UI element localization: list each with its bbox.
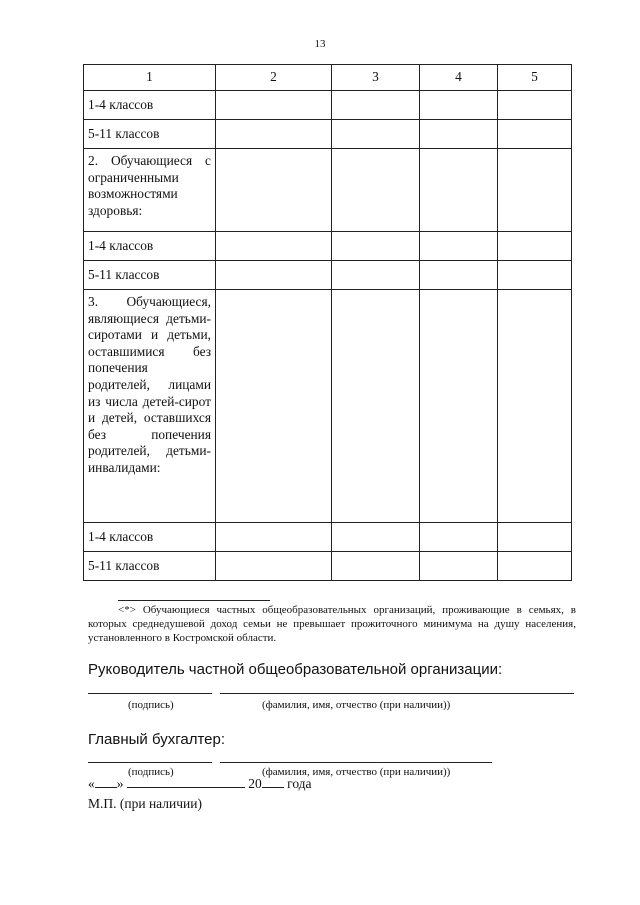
- date-line: [88, 775, 312, 792]
- row-label: 5-11 классов: [84, 261, 216, 290]
- stamp-label: М.П. (при наличии): [88, 796, 202, 811]
- year-prefix: 20: [248, 776, 262, 791]
- row-label: 5-11 классов: [84, 552, 216, 581]
- accountant-name-line[interactable]: [220, 762, 492, 763]
- report-table: [83, 64, 572, 581]
- table-cell[interactable]: [216, 290, 332, 523]
- table-cell[interactable]: [216, 261, 332, 290]
- head-label: Руководитель частной общеобразовательной организации:: [88, 661, 503, 678]
- table-row: [84, 290, 572, 523]
- table-row: [84, 232, 572, 261]
- table-row: [84, 261, 572, 290]
- table-cell[interactable]: [332, 523, 420, 552]
- table-header-row: [84, 65, 572, 91]
- table-cell[interactable]: [420, 552, 498, 581]
- table-cell[interactable]: [420, 232, 498, 261]
- accountant-name-caption: (фамилия, имя, отчество (при наличии)): [262, 766, 451, 778]
- table-cell[interactable]: [498, 120, 572, 149]
- head-signature-line[interactable]: [88, 693, 212, 694]
- table-row: [84, 523, 572, 552]
- page-number: 13: [314, 38, 326, 50]
- accountant-signature-line[interactable]: [88, 762, 212, 763]
- table-cell[interactable]: [332, 120, 420, 149]
- month-blank[interactable]: [127, 775, 245, 788]
- table-cell[interactable]: [216, 523, 332, 552]
- table-cell[interactable]: [216, 91, 332, 120]
- accountant-label: Главный бухгалтер:: [88, 731, 226, 748]
- table-cell[interactable]: [332, 552, 420, 581]
- row-label: 2. Обучающиеся с ограниченными возможностями здоровья:: [84, 149, 216, 232]
- table-cell[interactable]: [498, 232, 572, 261]
- row-label: 1-4 классов: [84, 523, 216, 552]
- column-header: 4: [420, 65, 498, 91]
- table-cell[interactable]: [420, 149, 498, 232]
- column-header: 5: [498, 65, 572, 91]
- head-name-line[interactable]: [220, 693, 574, 694]
- row-label: 5-11 классов: [84, 120, 216, 149]
- table-row: [84, 149, 572, 232]
- table-cell[interactable]: [332, 290, 420, 523]
- table-cell[interactable]: [332, 261, 420, 290]
- day-blank[interactable]: [95, 775, 117, 788]
- table-cell[interactable]: [420, 91, 498, 120]
- column-header: 2: [216, 65, 332, 91]
- table-cell[interactable]: [498, 290, 572, 523]
- table-cell[interactable]: [216, 552, 332, 581]
- table-cell[interactable]: [420, 120, 498, 149]
- table-cell[interactable]: [420, 290, 498, 523]
- close-quote: »: [116, 776, 124, 791]
- table-cell[interactable]: [332, 232, 420, 261]
- table-cell[interactable]: [216, 232, 332, 261]
- column-header: 1: [84, 65, 216, 91]
- head-name-caption: (фамилия, имя, отчество (при наличии)): [262, 699, 451, 711]
- year-word: года: [287, 776, 312, 791]
- table-cell[interactable]: [332, 91, 420, 120]
- table-cell[interactable]: [498, 91, 572, 120]
- head-signature-caption: (подпись): [128, 699, 174, 711]
- footnote: <*> Обучающиеся частных общеобразовательных организаций, проживающие в семьях, в которых среднедушевой доход семьи не превышает прожиточного минимума на душу населения, установленного в Костромской области.: [88, 604, 576, 644]
- accountant-signature-caption: (подпись): [128, 766, 174, 778]
- row-label: 1-4 классов: [84, 91, 216, 120]
- table-cell[interactable]: [216, 120, 332, 149]
- year-blank[interactable]: [262, 775, 284, 788]
- table-cell[interactable]: [216, 149, 332, 232]
- table-cell[interactable]: [420, 523, 498, 552]
- footnote-rule: [118, 600, 270, 601]
- open-quote: «: [88, 776, 95, 791]
- table-cell[interactable]: [498, 523, 572, 552]
- table-cell[interactable]: [498, 261, 572, 290]
- row-label: 3. Обучающиеся, являющиеся детьми-сиротами и детьми, оставшимися без попечения родителей, лицами из числа детей-сирот и детей, оставшихся без попечения родителей, детьми-инвалидами:: [84, 290, 216, 523]
- table-cell[interactable]: [498, 149, 572, 232]
- row-label: 1-4 классов: [84, 232, 216, 261]
- table-cell[interactable]: [498, 552, 572, 581]
- column-header: 3: [332, 65, 420, 91]
- table-cell[interactable]: [420, 261, 498, 290]
- table-row: [84, 552, 572, 581]
- table-cell[interactable]: [332, 149, 420, 232]
- table-row: [84, 91, 572, 120]
- table-row: [84, 120, 572, 149]
